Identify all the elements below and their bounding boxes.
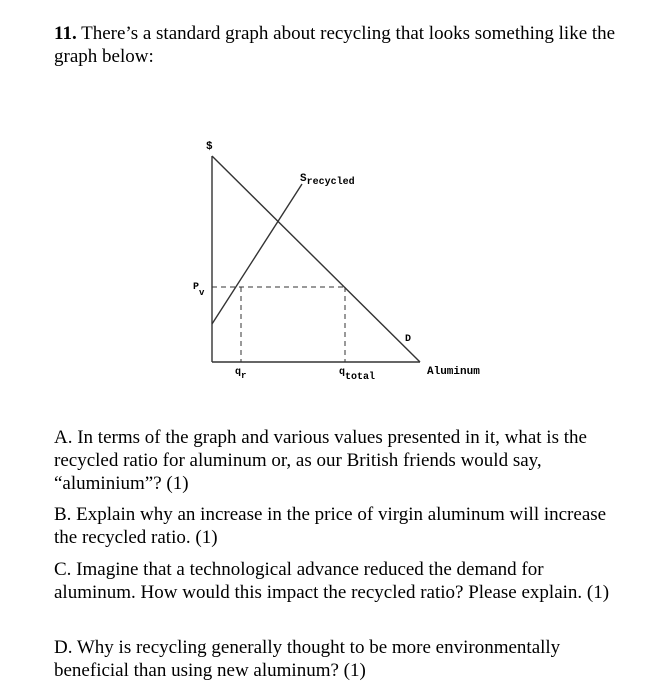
q-total-main: q [339, 367, 346, 378]
demand-label: D [405, 334, 412, 345]
q-recycled-main: q [235, 367, 242, 378]
q-recycled-label [235, 367, 246, 381]
q-total-label [339, 367, 375, 383]
q-recycled-sub: r [241, 371, 247, 381]
supply-label-main: S [300, 173, 307, 185]
question-number: 11. [54, 23, 77, 44]
price-label-main: P [193, 282, 200, 293]
x-axis-label: Aluminum [427, 366, 480, 378]
recycled-supply-curve [212, 184, 302, 324]
part-a-question: A. In terms of the graph and various values presented in it, what is the recycled ratio for aluminum or, as our British friends would say, “aluminium”? (1) [54, 427, 587, 494]
price-label [193, 282, 205, 298]
question-intro-text: There’s a standard graph about recycling that looks something like the graph below: [54, 23, 616, 67]
part-d-question: D. Why is recycling generally thought to be more environmentally beneficial than using new aluminum? (1) [54, 637, 561, 681]
supply-label-sub: recycled [306, 177, 355, 188]
y-axis-label: $ [206, 141, 213, 153]
part-c-question: C. Imagine that a technological advance reduced the demand for aluminum. How would this impact the recycled ratio? Please explain. (1) [54, 559, 610, 603]
q-total-sub: total [345, 372, 376, 383]
part-b-question: B. Explain why an increase in the price of virgin aluminum will increase the recycled ratio. (1) [54, 504, 607, 548]
supply-label [300, 173, 355, 188]
price-label-sub: v [199, 288, 205, 298]
